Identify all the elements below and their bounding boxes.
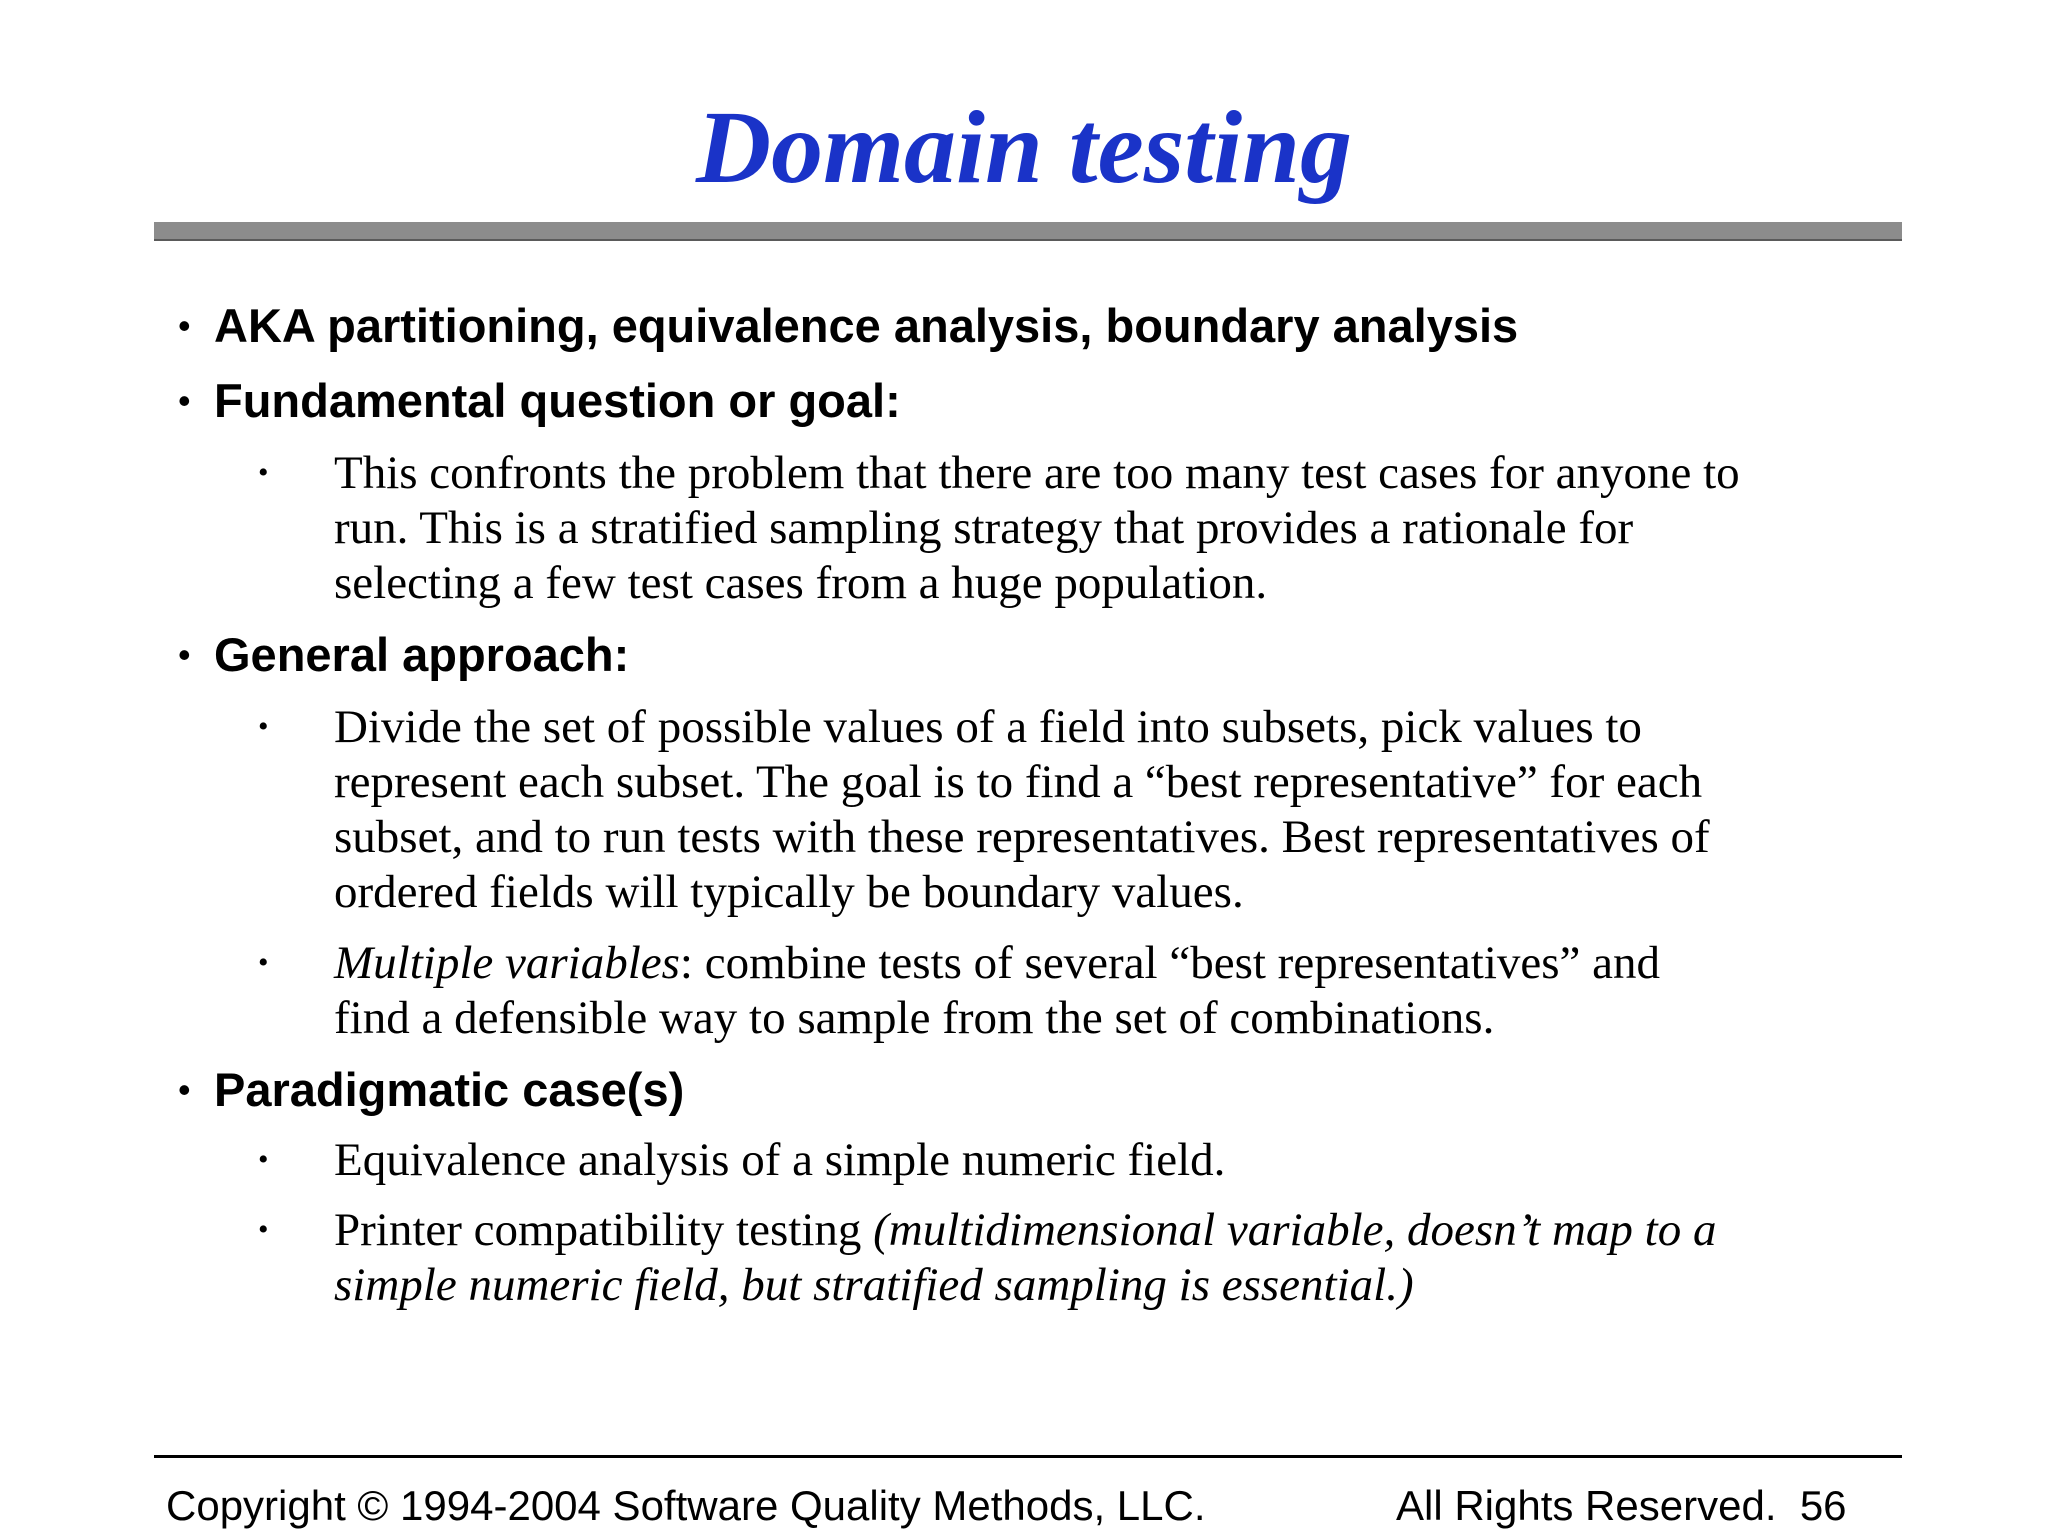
text-line: Equivalence analysis of a simple numeric field. — [334, 1134, 1226, 1186]
bullet-icon: • — [178, 305, 191, 346]
bullet-icon: • — [178, 634, 191, 675]
printer-paragraph — [334, 1203, 1894, 1313]
multiple-variables-paragraph — [334, 936, 1894, 1046]
bullet-icon: • — [178, 1069, 191, 1110]
rights-text: All Rights Reserved. — [1396, 1482, 1777, 1529]
text-line: selecting a few test cases from a huge population. — [334, 557, 1268, 609]
bullet-icon: • — [178, 380, 191, 421]
text-line: represent each subset. The goal is to find a “best representative” for each — [334, 756, 1703, 808]
sub-bullet-icon: • — [258, 1213, 269, 1246]
text-line — [334, 1203, 1894, 1258]
text-line: ordered fields will typically be boundary values. — [334, 866, 1244, 918]
section-heading-aka: AKA partitioning, equivalence analysis, boundary analysis — [214, 299, 1519, 352]
text-line: run. This is a stratified sampling strategy that provides a rationale for — [334, 502, 1634, 554]
title-divider — [154, 222, 1902, 241]
text-line: Divide the set of possible values of a field into subsets, pick values to — [334, 701, 1642, 753]
line-rest: : combine tests of several “best representatives” and — [679, 937, 1661, 989]
italic-lead: Multiple variables — [334, 937, 680, 989]
footer-divider — [154, 1455, 1902, 1458]
footer-rights — [1396, 1480, 1847, 1532]
equivalence-paragraph — [334, 1133, 1894, 1188]
text-line: subset, and to run tests with these representatives. Best representatives of — [334, 811, 1710, 863]
footer-copyright: Copyright © 1994-2004 Software Quality Methods, LLC. — [166, 1482, 1206, 1529]
approach-paragraph — [334, 700, 1894, 920]
section-heading-paradigmatic: Paradigmatic case(s) — [214, 1063, 685, 1116]
sub-bullet-icon: • — [258, 1143, 269, 1176]
text-line: This confronts the problem that there are too many test cases for anyone to — [334, 447, 1740, 499]
text-line: simple numeric field, but stratified sampling is essential.) — [334, 1259, 1414, 1311]
section-heading-approach: General approach: — [214, 628, 630, 681]
section-heading-goal: Fundamental question or goal: — [214, 374, 901, 427]
goal-paragraph — [334, 446, 1894, 611]
text-line: find a defensible way to sample from the set of combinations. — [334, 992, 1495, 1044]
slide-title: Domain testing — [696, 90, 1352, 205]
page-number: 56 — [1799, 1482, 1847, 1529]
sub-bullet-icon: • — [258, 710, 269, 743]
sub-bullet-icon: • — [258, 946, 269, 979]
sub-bullet-icon: • — [258, 456, 269, 489]
plain-lead: Printer compatibility testing — [334, 1204, 874, 1256]
italic-text: (multidimensional variable, doesn’t map to a — [873, 1204, 1717, 1256]
text-line — [334, 936, 1894, 991]
